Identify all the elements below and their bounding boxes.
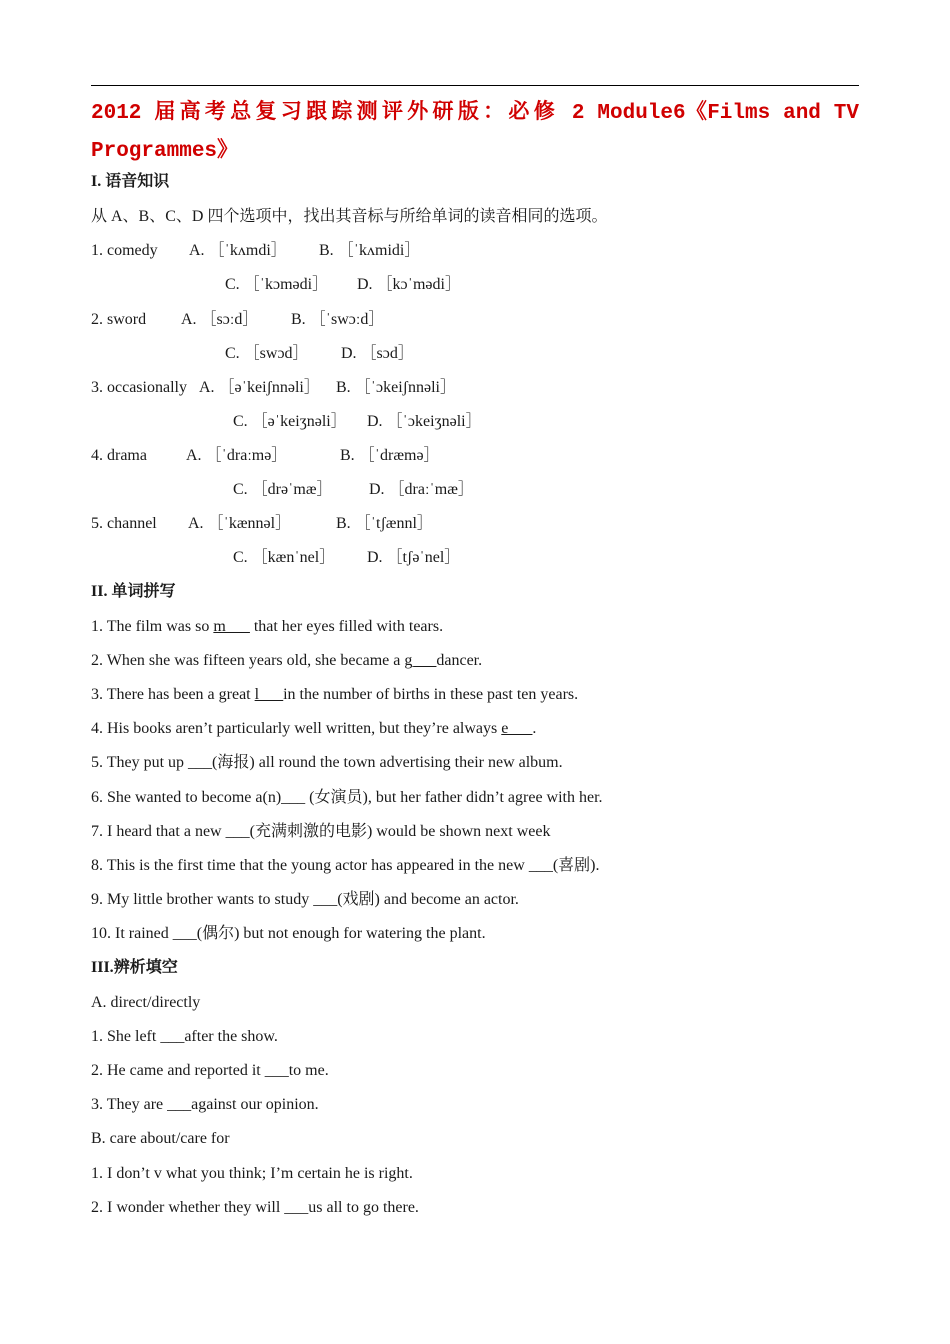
spelling-item-6: 6. She wanted to become a(n)___ (女演员), but her father didn’t agree with her. — [91, 789, 603, 806]
phonetic-question-1: 1. comedy — [91, 242, 158, 259]
title-chinese: 届高考总复习跟踪测评外研版：必修 — [154, 98, 559, 123]
option-5a: A. ［ˈkænnəl］ — [188, 515, 292, 532]
spelling-item-7: 7. I heard that a new ___(充满刺激的电影) would be shown next week — [91, 823, 551, 840]
spelling-item-4: 4. His books aren’t particularly well written, but they’re always e___. — [91, 720, 537, 737]
section-1-instruction: 从 A、B、C、D 四个选项中，找出其音标与所给单词的读音相同的选项。 — [91, 208, 608, 225]
spelling-item-9: 9. My little brother wants to study ___(戏剧) and become an actor. — [91, 891, 519, 908]
group-a-label: A. direct/directly — [91, 994, 201, 1011]
phonetic-question-5: 5. channel — [91, 515, 157, 532]
option-2d: D. ［sɔd］ — [341, 345, 414, 362]
group-b-label: B. care about/care for — [91, 1130, 230, 1147]
spelling-item-3: 3. There has been a great l___in the number of births in these past ten years. — [91, 686, 579, 703]
spelling-item-2: 2. When she was fifteen years old, she became a g___dancer. — [91, 652, 483, 669]
group-b-item-2: 2. I wonder whether they will ___us all to go there. — [91, 1199, 419, 1216]
option-3a: A. ［əˈkeiʃnnəli］ — [199, 379, 320, 396]
option-2c: C. ［swɔd］ — [225, 345, 309, 362]
option-3d: D. ［ˈɔkeiʒnəli］ — [367, 413, 482, 430]
section-2-heading: II. 单词拼写 — [91, 583, 176, 600]
document-title — [91, 92, 859, 171]
option-1a: A. ［ˈkʌmdi］ — [189, 242, 287, 259]
title-year: 2012 — [91, 102, 142, 125]
option-1d: D. ［kɔˈmədi］ — [357, 276, 461, 293]
option-4d: D. ［draːˈmæ］ — [369, 481, 474, 498]
option-3b: B. ［ˈɔkeiʃnnəli］ — [336, 379, 456, 396]
section-1-heading: I. 语音知识 — [91, 173, 170, 190]
option-2b: B. ［ˈswɔːd］ — [291, 311, 385, 328]
spelling-item-10: 10. It rained ___(偶尔) but not enough for watering the plant. — [91, 925, 486, 942]
option-2a: A. ［sɔːd］ — [181, 311, 259, 328]
phonetic-question-3: 3. occasionally — [91, 379, 187, 396]
option-5c: C. ［kænˈnel］ — [233, 549, 336, 566]
header-rule — [91, 85, 859, 86]
group-b-item-1: 1. I don’t v what you think; I’m certain he is right. — [91, 1165, 413, 1182]
group-a-item-3: 3. They are ___against our opinion. — [91, 1096, 319, 1113]
section-3-heading: III.辨析填空 — [91, 959, 178, 976]
option-5b: B. ［ˈtʃænnl］ — [336, 515, 433, 532]
option-1c: C. ［ˈkɔmədi］ — [225, 276, 329, 293]
group-a-item-1: 1. She left ___after the show. — [91, 1028, 278, 1045]
spelling-item-5: 5. They put up ___(海报) all round the town advertising their new album. — [91, 754, 563, 771]
option-5d: D. ［tʃəˈnel］ — [367, 549, 461, 566]
spelling-item-1: 1. The film was so m___ that her eyes filled with tears. — [91, 618, 444, 635]
option-4c: C. ［drəˈmæ］ — [233, 481, 333, 498]
option-1b: B. ［ˈkʌmidi］ — [319, 242, 421, 259]
option-3c: C. ［əˈkeiʒnəli］ — [233, 413, 347, 430]
group-a-item-2: 2. He came and reported it ___to me. — [91, 1062, 329, 1079]
phonetic-question-4: 4. drama — [91, 447, 147, 464]
option-4a: A. ［ˈdraːmə］ — [186, 447, 288, 464]
phonetic-question-2: 2. sword — [91, 311, 147, 328]
spelling-item-8: 8. This is the first time that the young actor has appeared in the new ___(喜剧). — [91, 857, 600, 874]
option-4b: B. ［ˈdræmə］ — [340, 447, 440, 464]
title-module: 2 Module6《Films and TV Programmes》 — [91, 102, 860, 163]
